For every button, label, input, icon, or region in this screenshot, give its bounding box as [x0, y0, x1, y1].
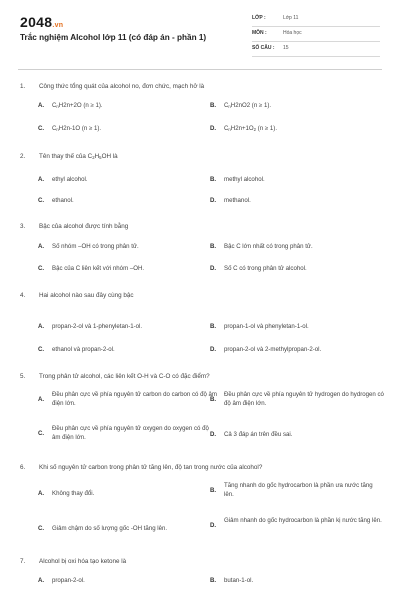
- option-letter: D.: [210, 431, 217, 438]
- option-letter: D.: [210, 125, 217, 132]
- meta-count-value: 15: [283, 45, 289, 51]
- option-text: ethanol.: [52, 197, 74, 204]
- option-letter: C.: [38, 430, 45, 437]
- option-text: Đều phân cực về phía nguyên tử carbon do carbon có độ âm điện lớn.: [52, 391, 218, 408]
- option-letter: B.: [210, 176, 217, 183]
- question-number: 4.: [20, 292, 26, 299]
- option-letter: B.: [210, 577, 217, 584]
- question-text: Tên thay thế của $C_2H_5OH$ là: [39, 153, 118, 160]
- question-number: 7.: [20, 558, 26, 565]
- question-number: 6.: [20, 464, 26, 471]
- option-text: $C_nH2n+2O$ (n ≥ 1).: [52, 102, 103, 109]
- question-text: Hai alcohol nào sau đây cùng bậc: [39, 292, 134, 299]
- option-letter: C.: [38, 197, 45, 204]
- meta-count-label: SỐ CÂU :: [252, 45, 275, 51]
- option-text: Không thay đổi.: [52, 490, 95, 497]
- meta-subject-row: [252, 27, 380, 42]
- option-text: methyl alcohol.: [224, 176, 265, 183]
- option-text: Số nhóm –OH có trong phân tử.: [52, 243, 139, 250]
- logo-main: 2048: [20, 14, 53, 30]
- option-letter: C.: [38, 346, 45, 353]
- option-letter: B.: [210, 102, 217, 109]
- site-logo[interactable]: [20, 14, 63, 30]
- option-letter: A.: [38, 490, 45, 497]
- option-letter: D.: [210, 346, 217, 353]
- option-text: propan-2-ol và 1-phenyletan-1-ol.: [52, 323, 143, 330]
- option-letter: D.: [210, 522, 217, 529]
- option-text: Bậc C lớn nhất có trong phân tử.: [224, 243, 313, 250]
- option-text: propan-2-ol và 2-methylpropan-2-ol.: [224, 346, 322, 353]
- option-text: Giảm chậm do số lượng gốc -OH tăng lên.: [52, 525, 168, 532]
- option-text: ethanol và propan-2-ol.: [52, 346, 115, 353]
- question-number: 1.: [20, 83, 26, 90]
- option-text: Số C có trong phân tử alcohol.: [224, 265, 307, 272]
- option-text: Đều phân cực về phía nguyên tử oxygen do oxygen có độ âm điện lớn.: [52, 425, 209, 442]
- option-text: propan-2-ol.: [52, 577, 85, 584]
- question-text: Alcohol bị oxi hóa tạo ketone là: [39, 558, 127, 565]
- option-text: Đều phân cực về phía nguyên tử hydrogen do hydrogen có độ âm điện lớn.: [224, 391, 384, 408]
- meta-count-row: [252, 42, 380, 57]
- document-title: Trắc nghiệm Alcohol lớp 11 (có đáp án - phần 1): [20, 33, 207, 42]
- option-letter: B.: [210, 396, 217, 403]
- question-text: Khi số nguyên tử carbon trong phân tử tăng lên, độ tan trong nước của alcohol?: [39, 464, 263, 471]
- question-text: Trong phân tử alcohol, các liên kết O-H và C-O có đặc điểm?: [39, 373, 210, 380]
- meta-subject-label: MÔN :: [252, 30, 267, 36]
- question-number: 2.: [20, 153, 26, 160]
- option-letter: D.: [210, 265, 217, 272]
- option-text: propan-1-ol và phenyletan-1-ol.: [224, 323, 309, 330]
- option-text: Bậc của C liên kết với nhóm –OH.: [52, 265, 145, 272]
- option-letter: B.: [210, 323, 217, 330]
- question-text: Công thức tổng quát của alcohol no, đơn chức, mạch hở là: [39, 83, 205, 90]
- meta-subject-value: Hóa học: [283, 30, 302, 36]
- option-letter: A.: [38, 176, 45, 183]
- option-text: Tăng nhanh do gốc hydrocarbon là phần ưa nước tăng lên.: [224, 482, 373, 499]
- option-letter: C.: [38, 525, 45, 532]
- meta-class-value: Lớp 11: [283, 15, 299, 21]
- option-letter: C.: [38, 265, 45, 272]
- question-number: 3.: [20, 223, 26, 230]
- option-text: $C_nH2n-1O$ (n ≥ 1).: [52, 125, 102, 132]
- meta-class-label: LỚP :: [252, 15, 266, 21]
- option-text: butan-1-ol.: [224, 577, 254, 584]
- option-letter: B.: [210, 487, 217, 494]
- logo-tld: .vn: [52, 22, 64, 29]
- option-letter: B.: [210, 243, 217, 250]
- option-letter: A.: [38, 577, 45, 584]
- option-letter: A.: [38, 323, 45, 330]
- option-text: ethyl alcohol.: [52, 176, 88, 183]
- option-text: $C_nH2nO2$ (n ≥ 1).: [224, 102, 272, 109]
- document-header: [0, 0, 400, 62]
- meta-class-row: [252, 12, 380, 27]
- option-letter: A.: [38, 243, 45, 250]
- option-text: Cả 3 đáp án trên đều sai.: [224, 431, 293, 438]
- option-text: $C_nH2n+1O_2$ (n ≥ 1).: [224, 125, 278, 132]
- question-text: Bậc của alcohol được tính bằng: [39, 223, 129, 230]
- option-text: Giảm nhanh do gốc hydrocarbon là phần kị nước tăng lên.: [224, 517, 382, 524]
- option-letter: A.: [38, 102, 45, 109]
- option-letter: D.: [210, 197, 217, 204]
- option-letter: C.: [38, 125, 45, 132]
- option-letter: A.: [38, 396, 45, 403]
- option-text: methanol.: [224, 197, 251, 204]
- question-number: 5.: [20, 373, 26, 380]
- header-divider: [18, 69, 382, 70]
